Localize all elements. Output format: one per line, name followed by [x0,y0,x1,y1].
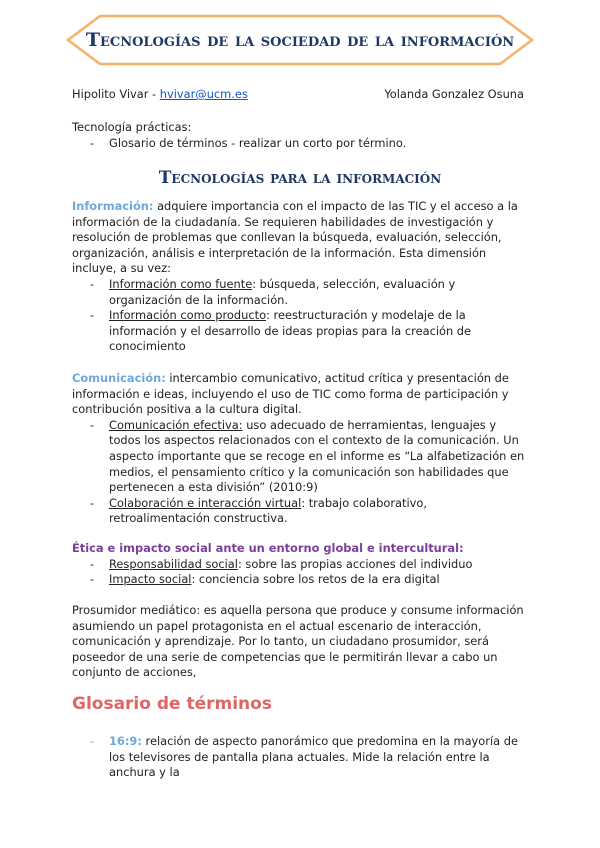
list-item [72,572,530,588]
item-label: Impacto social [109,572,192,587]
section-title: Tecnologías para la información [158,168,442,188]
document-title: Tecnologías de la sociedad de la información [85,29,515,51]
comunicacion-paragraph [72,371,530,418]
dash-bullet: - [90,276,95,291]
glosario-list [72,734,530,781]
dash-bullet: - [90,135,95,150]
etica-list [72,557,530,588]
item-text: : trabajo colaborativo, retroalimentación constructiva. [109,495,427,526]
dash-bullet: - [90,734,95,748]
item-label: Colaboración e interacción virtual [109,495,302,510]
list-item [72,734,530,781]
intro-list [72,136,532,152]
title-banner [66,14,534,66]
author-left-name: Hipolito Vivar - [72,87,160,101]
item-label: Comunicación efectiva: [109,417,243,432]
dash-bullet: - [90,417,95,432]
item-text: : conciencia sobre los retos de la era digital [191,572,440,587]
list-item [72,308,530,355]
glosario-term: 16:9: [109,734,142,748]
list-item [72,136,532,152]
list-item [72,496,530,527]
intro-block [72,120,532,151]
author-email-link[interactable]: hvivar@ucm.es [159,87,248,101]
etica-heading: Ética e impacto social ante un entorno global e intercultural: [72,541,464,555]
author-left [72,87,248,103]
glosario-heading: Glosario de términos [72,694,272,714]
comunicacion-block [72,371,530,527]
intro-bullet-text: Glosario de términos - realizar un corto por término. [109,135,407,150]
dash-bullet: - [90,308,95,323]
item-label: Información como producto [109,308,267,323]
informacion-list [72,277,530,355]
item-label: Información como fuente [109,276,253,291]
prosumidor-paragraph: Prosumidor mediático: es aquella persona que produce y consume información asumiendo un papel protagonista en el actual escenario de interacción, comunicación y aprendizaje. Por lo tanto, un ciudadano prosumidor, será poseedor de una serie de competencias que le permitirán llevar a cabo un conjunto de acciones, [72,603,524,680]
etica-block [72,541,530,588]
list-item [72,557,530,573]
item-text: : reestructuración y modelaje de la información y el desarrollo de ideas propias para la creación de conocimiento [109,308,472,354]
item-text: uso adecuado de herramientas, lenguajes y todos los aspectos relacionados con el contexto de la comunicación. Un aspecto importante que se recoge en el informe es “La alfabetización en medios, el pensamiento crítico y la comunicación son habilidades que pertenecen a esta división” (2010:9) [109,417,525,495]
informacion-block [72,199,530,355]
glosario-text: relación de aspecto panorámico que predomina en la mayoría de los televisores de pantalla plana actuales. Mide la relación entre la anchura y la [109,734,518,780]
informacion-text: adquiere importancia con el impacto de las TIC y el acceso a la información de la ciudadanía. Se requieren habilidades de investigación y resolución de problemas que conllevan la búsqueda, evaluación, selección, organización, análisis e interpretación de la información. Esta dimensión incluye, a su vez: [72,199,518,276]
comunicacion-text: intercambio comunicativo, actitud crítica y presentación de información e ideas, incluyendo el uso de TIC como forma de participación y contribución positiva a la cultura digital. [72,371,509,417]
item-text: : sobre las propias acciones del individuo [237,556,473,571]
informacion-term: Información: [72,199,154,213]
comunicacion-term: Comunicación: [72,371,166,385]
item-label: Responsabilidad social [109,556,238,571]
glosario-block [72,734,530,781]
item-text: : búsqueda, selección, evaluación y organización de la información. [109,276,456,307]
dash-bullet: - [90,556,95,571]
dash-bullet: - [90,495,95,510]
list-item [72,277,530,308]
comunicacion-list [72,418,530,527]
informacion-paragraph [72,199,530,277]
dash-bullet: - [90,572,95,587]
author-right: Yolanda Gonzalez Osuna [384,87,524,101]
list-item [72,418,530,496]
intro-line: Tecnología prácticas: [72,120,192,134]
